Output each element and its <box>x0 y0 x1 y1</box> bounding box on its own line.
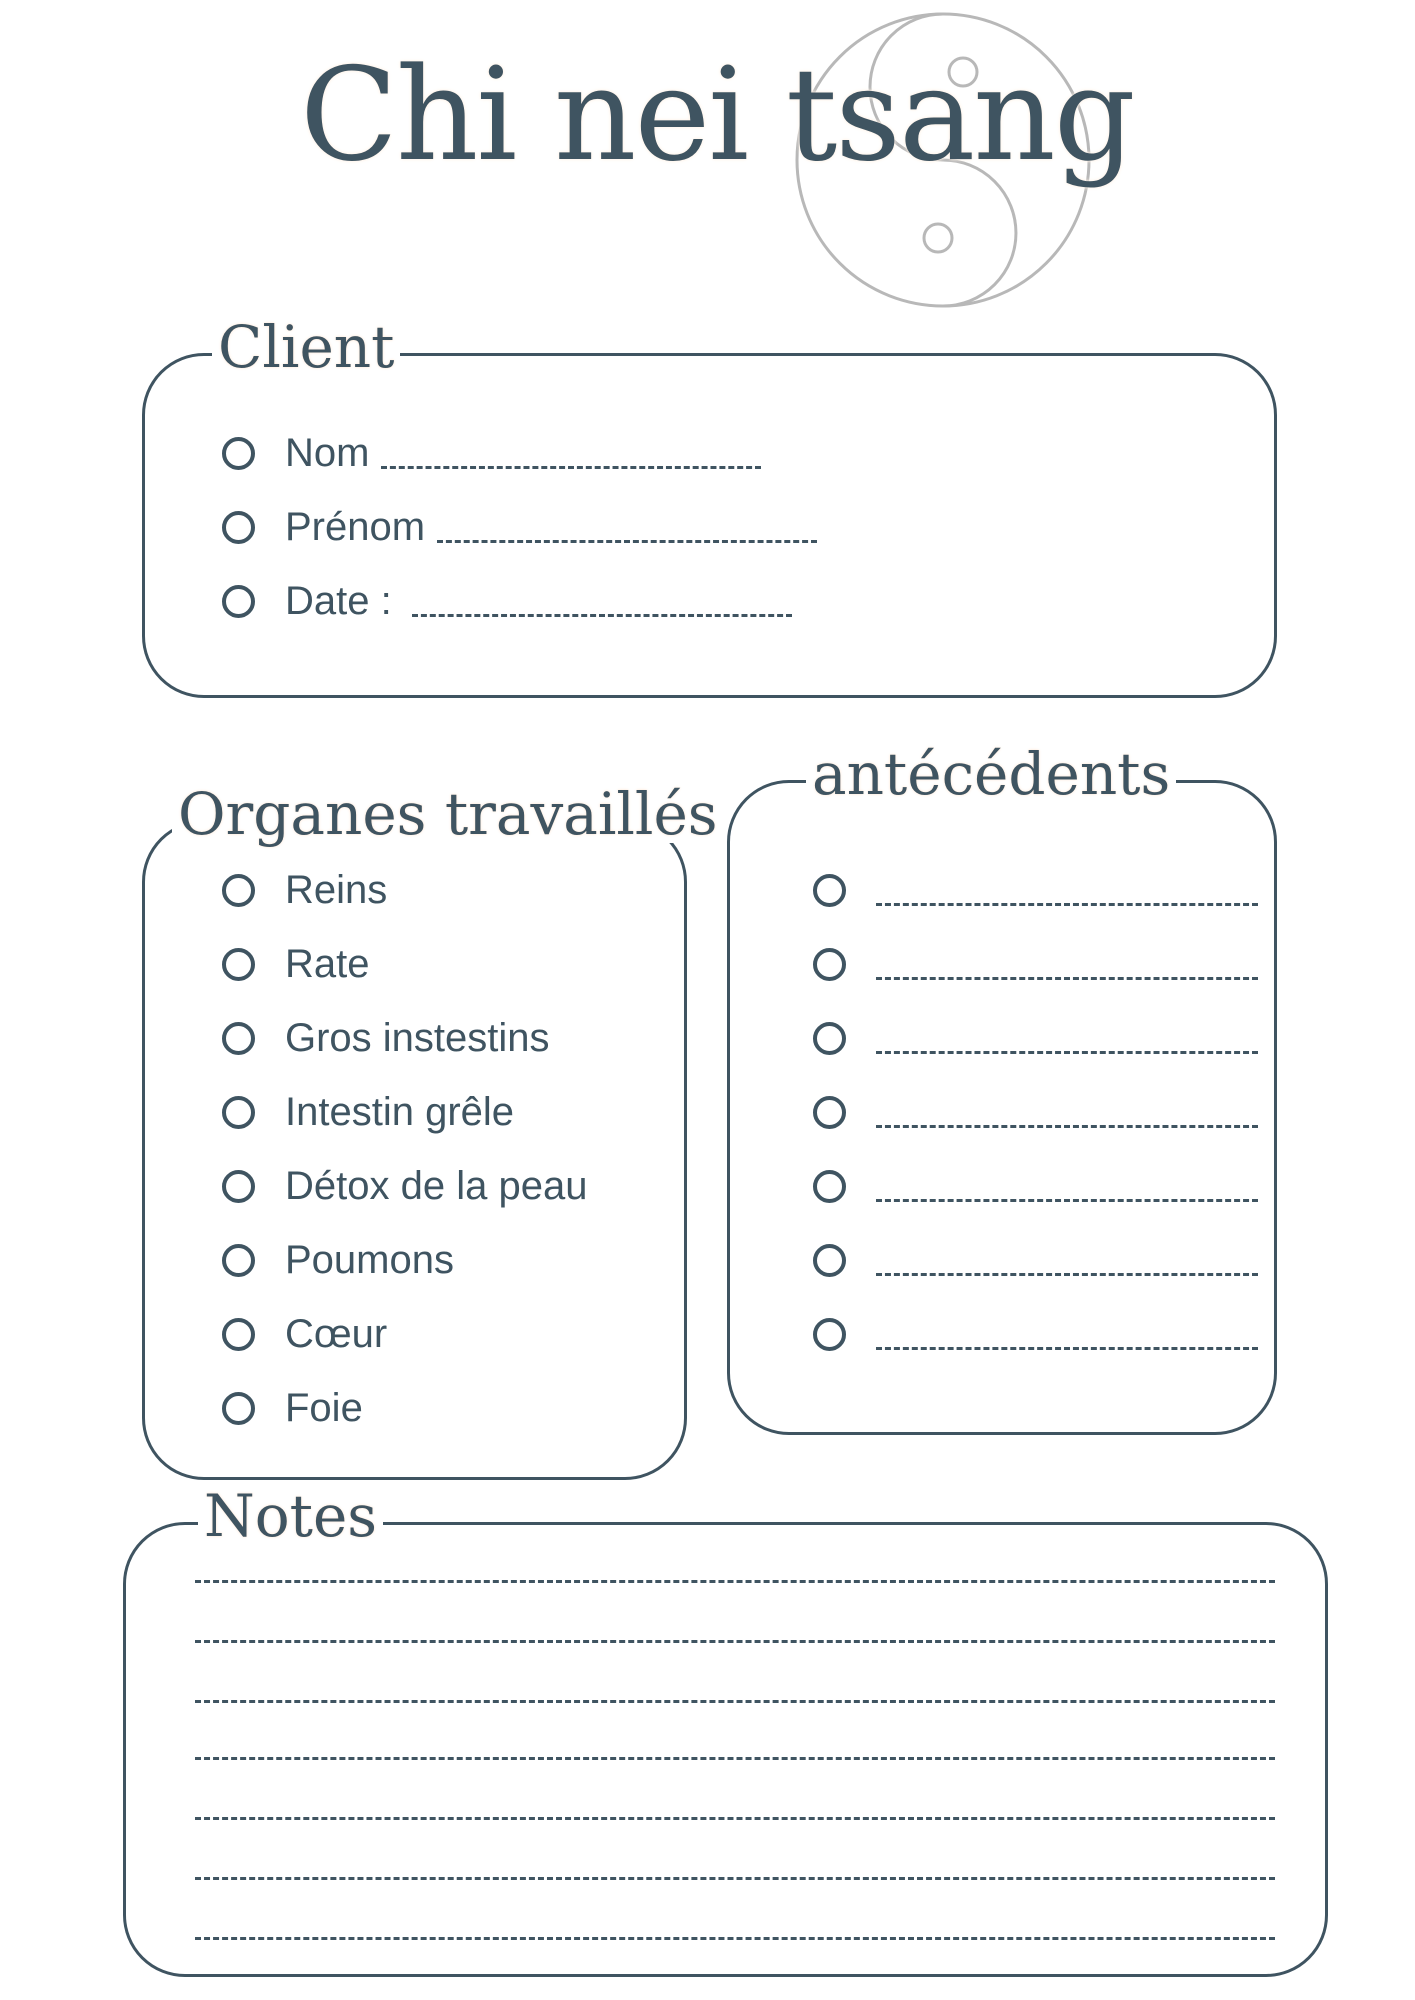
client-field-nom[interactable] <box>222 416 817 490</box>
antecedent-item[interactable] <box>813 1001 1258 1075</box>
organe-label: Reins <box>285 867 388 912</box>
circle-outline-icon[interactable] <box>813 1318 846 1351</box>
antecedent-item[interactable] <box>813 1149 1258 1223</box>
page-title: Chi nei tsang <box>300 41 1134 190</box>
circle-outline-icon[interactable] <box>222 1170 255 1203</box>
client-field-date[interactable] <box>222 564 817 638</box>
circle-outline-icon[interactable] <box>813 1244 846 1277</box>
notes-line[interactable] <box>195 1700 1275 1703</box>
circle-outline-icon[interactable] <box>222 437 255 470</box>
circle-outline-icon[interactable] <box>222 1096 255 1129</box>
circle-outline-icon[interactable] <box>222 1244 255 1277</box>
field-label: Prénom <box>285 504 426 549</box>
organe-label: Cœur <box>285 1311 388 1356</box>
organe-label: Poumons <box>285 1237 454 1282</box>
antecedent-item[interactable] <box>813 853 1258 927</box>
antecedents-heading: antécédents <box>806 745 1176 803</box>
client-heading: Client <box>212 318 400 376</box>
antecedent-blank-line[interactable] <box>876 1199 1258 1202</box>
organe-item[interactable] <box>222 1075 587 1149</box>
circle-outline-icon[interactable] <box>222 874 255 907</box>
organe-label: Gros instestins <box>285 1015 550 1060</box>
organes-heading: Organes travaillés <box>172 785 724 843</box>
circle-outline-icon[interactable] <box>222 511 255 544</box>
circle-outline-icon[interactable] <box>813 948 846 981</box>
antecedent-blank-line[interactable] <box>876 1347 1258 1350</box>
circle-outline-icon[interactable] <box>222 1022 255 1055</box>
field-label: Date : <box>285 578 392 623</box>
notes-line[interactable] <box>195 1757 1275 1760</box>
notes-line[interactable] <box>195 1877 1275 1880</box>
organe-label: Intestin grêle <box>285 1089 515 1134</box>
antecedent-blank-line[interactable] <box>876 903 1258 906</box>
antecedent-blank-line[interactable] <box>876 1273 1258 1276</box>
antecedent-blank-line[interactable] <box>876 977 1258 980</box>
antecedent-item[interactable] <box>813 927 1258 1001</box>
antecedents-list <box>813 853 1258 1371</box>
date-blank-line[interactable] <box>412 614 792 617</box>
organe-label: Détox de la peau <box>285 1163 588 1208</box>
antecedent-item[interactable] <box>813 1075 1258 1149</box>
organe-item[interactable] <box>222 1371 587 1445</box>
circle-outline-icon[interactable] <box>222 1318 255 1351</box>
organe-item[interactable] <box>222 1223 587 1297</box>
field-label: Nom <box>285 430 370 475</box>
notes-section <box>123 1522 1328 1977</box>
circle-outline-icon[interactable] <box>222 1392 255 1425</box>
organe-item[interactable] <box>222 1297 587 1371</box>
notes-line[interactable] <box>195 1817 1275 1820</box>
circle-outline-icon[interactable] <box>222 948 255 981</box>
organe-label: Foie <box>285 1385 363 1430</box>
notes-line[interactable] <box>195 1580 1275 1583</box>
notes-heading: Notes <box>198 1487 383 1545</box>
organe-label: Rate <box>285 941 370 986</box>
antecedent-blank-line[interactable] <box>876 1125 1258 1128</box>
first-name-blank-line[interactable] <box>437 540 817 543</box>
client-field-list <box>222 416 817 638</box>
organe-item[interactable] <box>222 1149 587 1223</box>
circle-outline-icon[interactable] <box>813 1022 846 1055</box>
notes-line[interactable] <box>195 1640 1275 1643</box>
organe-item[interactable] <box>222 1001 587 1075</box>
antecedent-item[interactable] <box>813 1297 1258 1371</box>
organe-item[interactable] <box>222 853 587 927</box>
client-field-prenom[interactable] <box>222 490 817 564</box>
name-blank-line[interactable] <box>381 466 761 469</box>
antecedent-blank-line[interactable] <box>876 1051 1258 1054</box>
organes-list <box>222 853 587 1445</box>
notes-line[interactable] <box>195 1937 1275 1940</box>
circle-outline-icon[interactable] <box>813 1170 846 1203</box>
circle-outline-icon[interactable] <box>222 585 255 618</box>
circle-outline-icon[interactable] <box>813 874 846 907</box>
organe-item[interactable] <box>222 927 587 1001</box>
circle-outline-icon[interactable] <box>813 1096 846 1129</box>
antecedent-item[interactable] <box>813 1223 1258 1297</box>
